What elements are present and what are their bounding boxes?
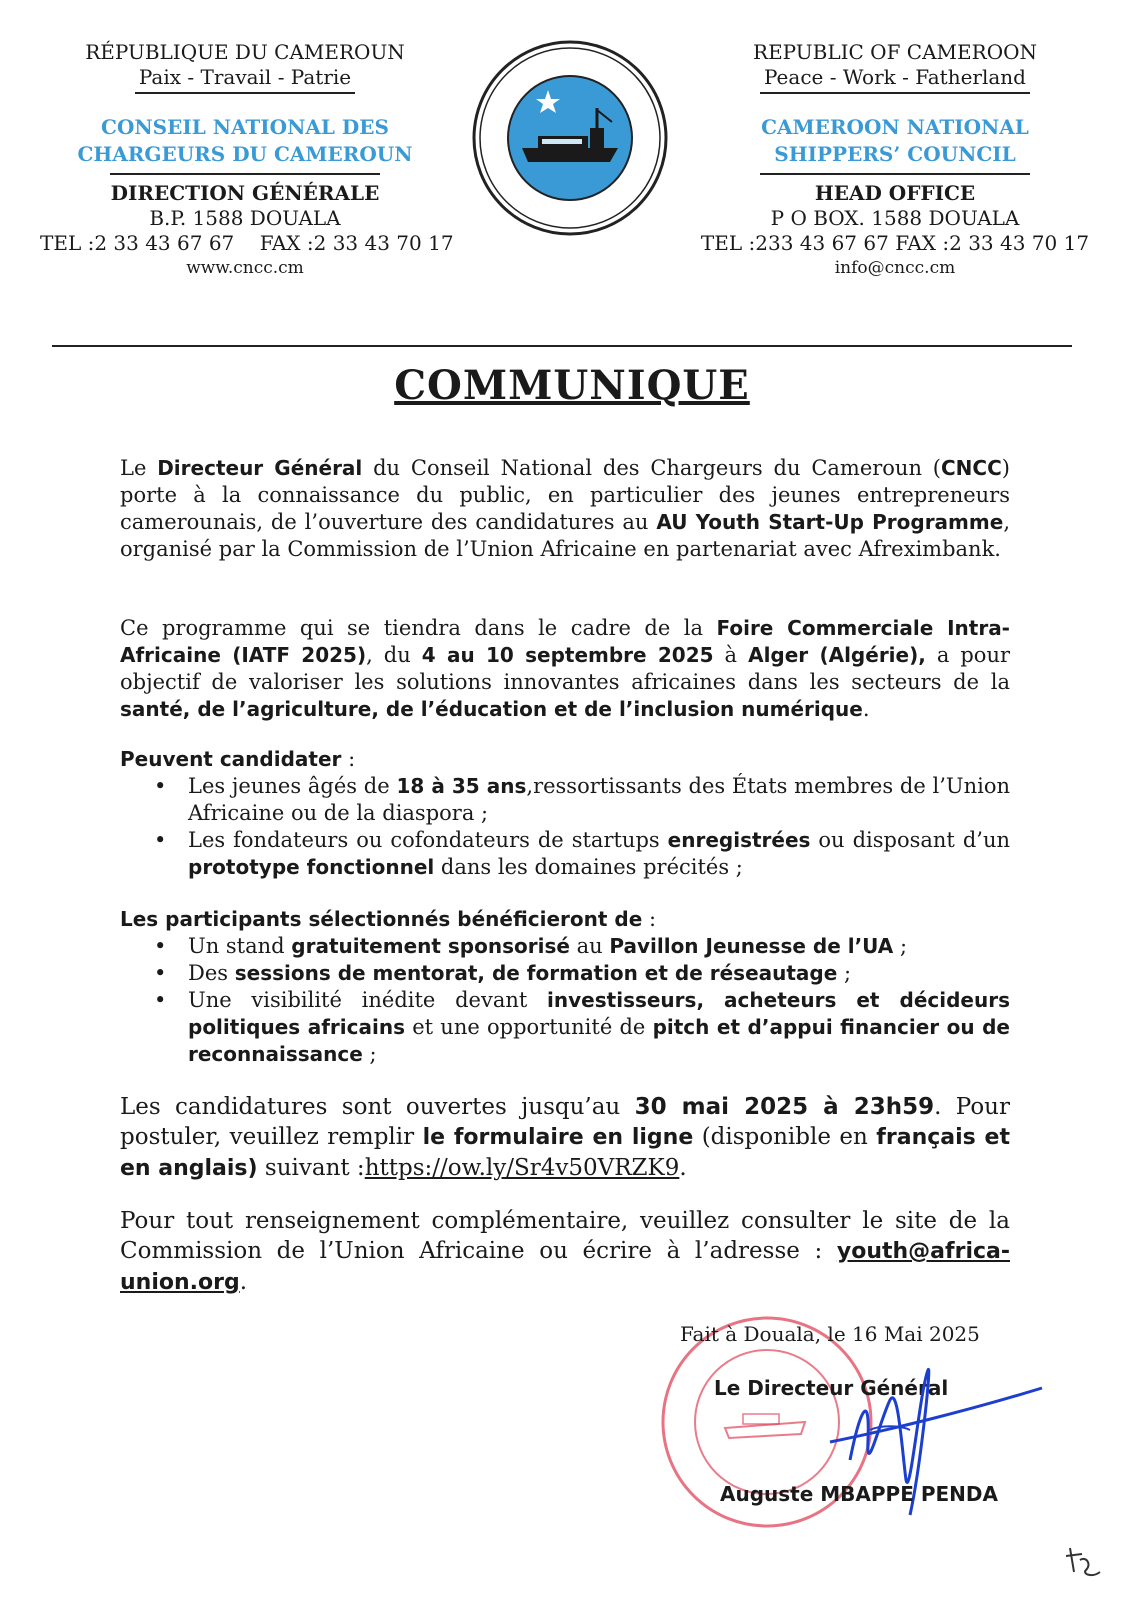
stamp-text [655, 1310, 656, 1311]
bullet-icon: • [154, 828, 167, 852]
org-name-fr-1: CONSEIL NATIONAL DES [101, 115, 389, 139]
eligibility-heading: Peuvent candidater : [120, 747, 356, 771]
header-email: info@cncc.cm [834, 258, 956, 278]
office-en: HEAD OFFICE [814, 181, 976, 205]
paragraph-deadline: Les candidatures sont ouvertes jusqu’au 30 mai 2025 à 23h59. Pour postuler, veuillez remplir le formulaire en ligne (disponible en français et en anglais) suivant :https://ow.ly/Sr4v50VRZK9. [120, 1094, 1010, 1181]
pobox-fr: B.P. 1588 DOUALA [149, 206, 341, 230]
list-item: • Un stand gratuitement sponsorisé au Pavillon Jeunesse de l’UA ; [154, 934, 908, 958]
header-left [40, 40, 454, 281]
org-name-fr-2: CHARGEURS DU CAMEROUN [77, 142, 413, 166]
office-fr: DIRECTION GÉNÉRALE [110, 181, 380, 205]
paragraph-intro: Le Directeur Général du Conseil National des Chargeurs du Cameroun (CNCC) porte à la connaissance du public, en particulier des jeunes entrepreneurs camerounais, de l’ouverture des candidatures au AU Youth Start-Up Programme, organisé par la Commission de l’Union Africaine en partenariat avec Afreximbank. [120, 456, 1010, 561]
motto-en: Peace - Work - Fatherland [764, 65, 1026, 89]
list-item: • Les fondateurs ou cofondateurs de startups enregistrées ou disposant d’un prototype fonctionnel dans les domaines précités ; [154, 828, 1010, 879]
pobox-en: P O BOX. 1588 DOUALA [770, 206, 1020, 230]
list-item: • Une visibilité inédite devant investisseurs, acheteurs et décideurs politiques africains et une opportunité de pitch et d’appui financier ou de reconnaissance ; [154, 988, 1010, 1066]
paragraph-contact: Pour tout renseignement complémentaire, veuillez consulter le site de la Commission de l’Union Africaine ou écrire à l’adresse : youth@africa-union.org. [120, 1208, 1010, 1295]
bullet-icon: • [154, 961, 167, 985]
country-en: REPUBLIC OF CAMEROON [753, 40, 1037, 64]
place-date: Fait à Douala, le 16 Mai 2025 [680, 1322, 980, 1346]
page-title: COMMUNIQUE [394, 362, 750, 409]
header-divider [52, 345, 1072, 347]
cncc-logo [470, 38, 670, 238]
signatory-name: Auguste MBAPPE PENDA [720, 1482, 998, 1506]
contact-email-link[interactable]: youth@africa-union.org [120, 1239, 1010, 1295]
signatory-role: Le Directeur Général [714, 1376, 949, 1400]
country-fr: RÉPUBLIQUE DU CAMEROUN [85, 40, 405, 64]
tel-fax-fr: TEL :2 33 43 67 67 FAX :2 33 43 70 17 [40, 231, 454, 255]
paragraph-programme: Ce programme qui se tiendra dans le cadre de la Foire Commerciale Intra-Africaine (IATF 2025), du 4 au 10 septembre 2025 à Alger (Algérie), a pour objectif de valoriser les solutions innovantes africaines dans les secteurs de la santé, de l’agriculture, de l’éducation et de l’inclusion numérique. [120, 616, 1011, 721]
benefits-heading: Les participants sélectionnés bénéficieront de : [120, 907, 657, 931]
benefits-section [120, 906, 1010, 1068]
initials-mark [1062, 1538, 1106, 1582]
bullet-icon: • [154, 934, 167, 958]
bullet-icon: • [154, 774, 167, 798]
logo-text [470, 38, 471, 39]
org-name-en-2: SHIPPERS’ COUNCIL [774, 142, 1016, 166]
org-name-en-1: CAMEROON NATIONAL [761, 115, 1029, 139]
list-item: • Les jeunes âgés de 18 à 35 ans,ressortissants des États membres de l’Union Africaine ou de la diaspora ; [154, 774, 1011, 825]
logo-emblem-icon [470, 38, 670, 238]
eligibility-section [120, 746, 1010, 881]
tel-fax-en: TEL :233 43 67 67 FAX :2 33 43 70 17 [700, 231, 1090, 255]
bullet-icon: • [154, 988, 167, 1012]
motto-fr: Paix - Travail - Patrie [138, 65, 352, 89]
list-item: • Des sessions de mentorat, de formation et de réseautage ; [154, 961, 852, 985]
header-right [690, 40, 1100, 281]
website: www.cncc.cm [186, 258, 304, 278]
application-form-link[interactable]: https://ow.ly/Sr4v50VRZK9 [364, 1155, 680, 1181]
